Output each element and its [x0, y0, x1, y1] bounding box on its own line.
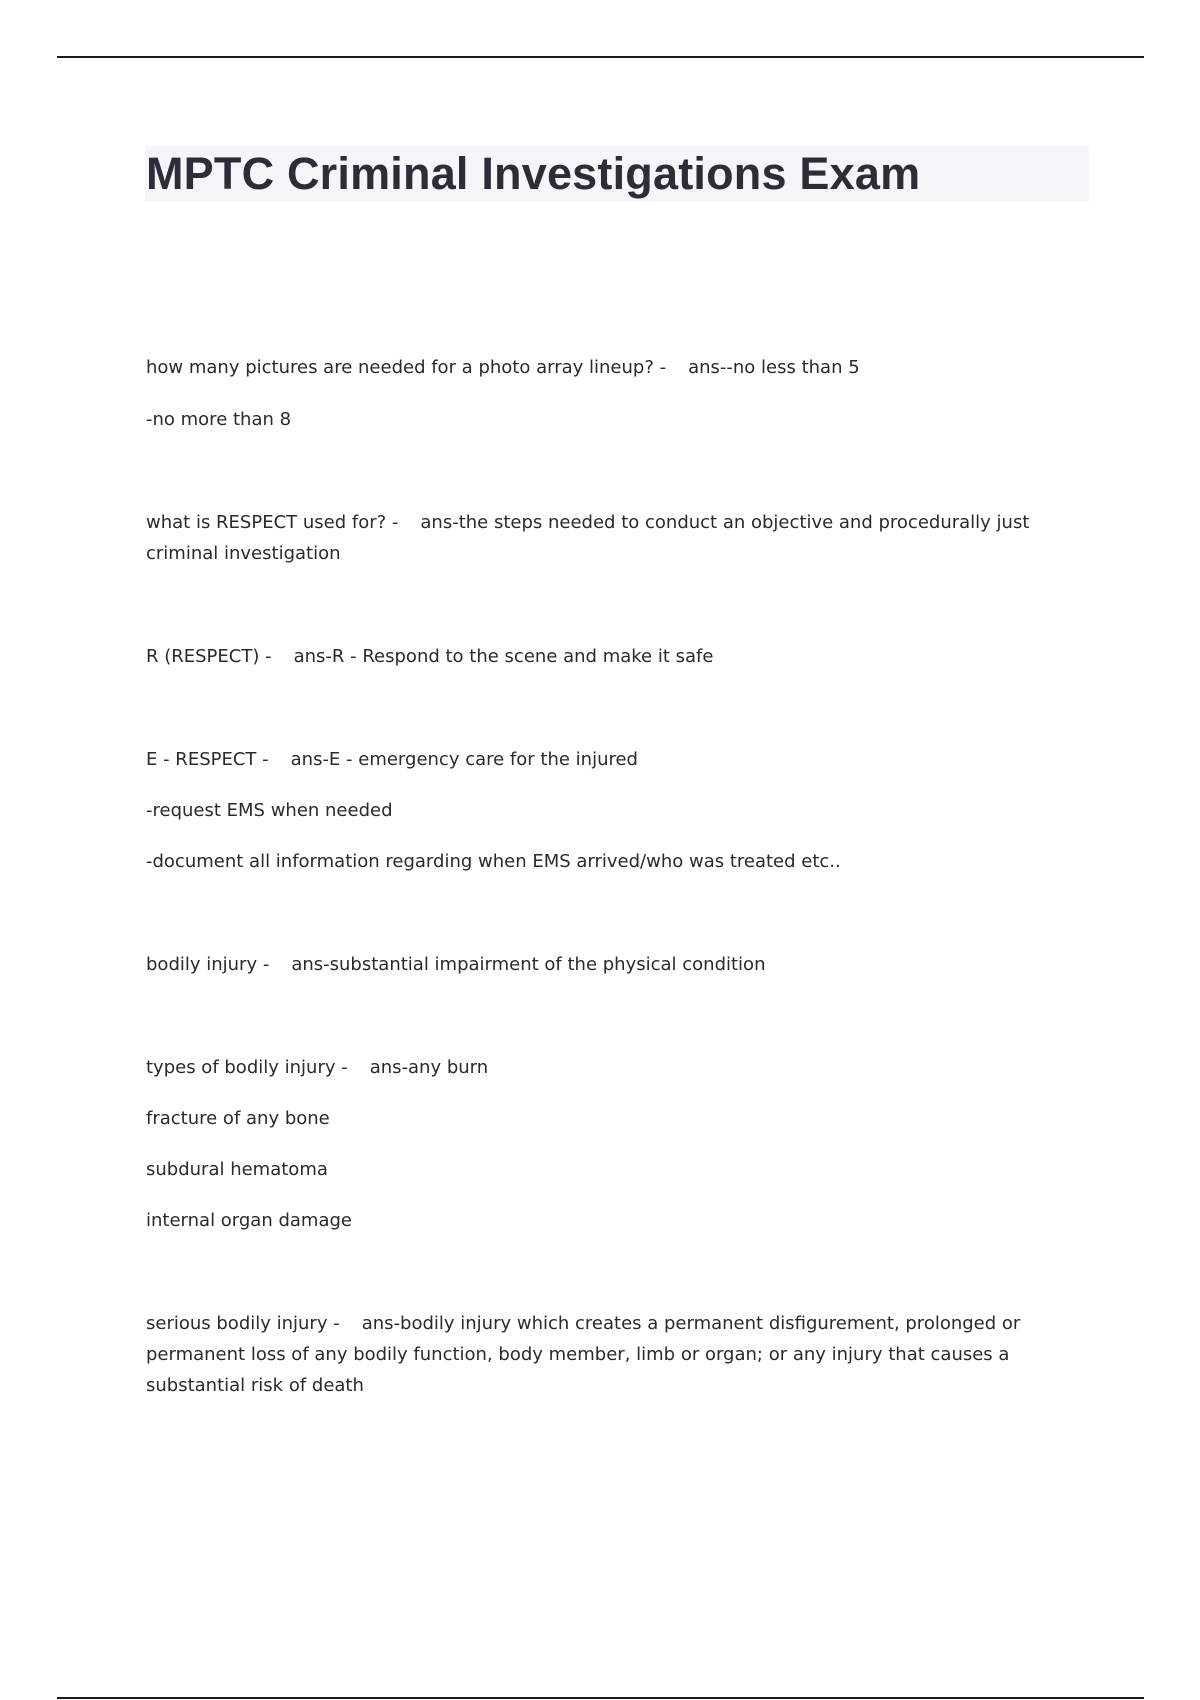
entry-line [146, 1052, 1046, 1083]
question-term: serious bodily injury - [146, 1313, 340, 1334]
bottom-rule [57, 1697, 1144, 1699]
question-term: R (RESPECT) - [146, 646, 272, 667]
answer-text: ans-R - Respond to the scene and make it safe [293, 646, 714, 667]
answer-text: ans--no less than 5 [688, 357, 860, 378]
entry-line [146, 949, 1046, 980]
entry-line [146, 507, 1046, 538]
qa-entry [146, 1308, 1046, 1401]
answer-text: ans-E - emergency care for the injured [290, 749, 638, 770]
question-term: how many pictures are needed for a photo array lineup? - [146, 357, 667, 378]
qa-entry [146, 641, 1046, 672]
answer-text: ans-the steps needed to conduct an objective and procedurally just [420, 512, 1030, 533]
entry-line [146, 744, 1046, 775]
question-term: what is RESPECT used for? - [146, 512, 399, 533]
question-term: types of bodily injury - [146, 1057, 348, 1078]
document-body [146, 352, 1046, 1401]
answer-continuation: criminal investigation [146, 543, 341, 564]
question-term: E - RESPECT - [146, 749, 269, 770]
page-title: MPTC Criminal Investigations Exam [146, 148, 921, 199]
top-rule [57, 56, 1144, 58]
answer-text: ans-bodily injury which creates a permanent disfigurement, prolonged or [361, 1313, 1021, 1334]
answer-text: ans-substantial impairment of the physical condition [291, 954, 766, 975]
qa-entry [146, 1052, 1046, 1236]
entry-line [146, 1308, 1046, 1339]
answer-detail: fracture of any bone [146, 1108, 330, 1129]
qa-entry [146, 744, 1046, 877]
answer-continuation: substantial risk of death [146, 1375, 364, 1396]
qa-entry [146, 352, 1046, 435]
answer-detail: -document all information regarding when EMS arrived/who was treated etc.. [146, 851, 841, 872]
qa-entry [146, 949, 1046, 980]
entry-line [146, 641, 1046, 672]
answer-detail: internal organ damage [146, 1210, 352, 1231]
answer-detail: subdural hematoma [146, 1159, 328, 1180]
answer-text: ans-any burn [369, 1057, 489, 1078]
qa-entry [146, 507, 1046, 569]
answer-detail: -request EMS when needed [146, 800, 393, 821]
answer-detail: -no more than 8 [146, 409, 292, 430]
entry-line [146, 352, 1046, 383]
question-term: bodily injury - [146, 954, 270, 975]
answer-continuation: permanent loss of any bodily function, body member, limb or organ; or any injury that causes a [146, 1344, 1010, 1365]
